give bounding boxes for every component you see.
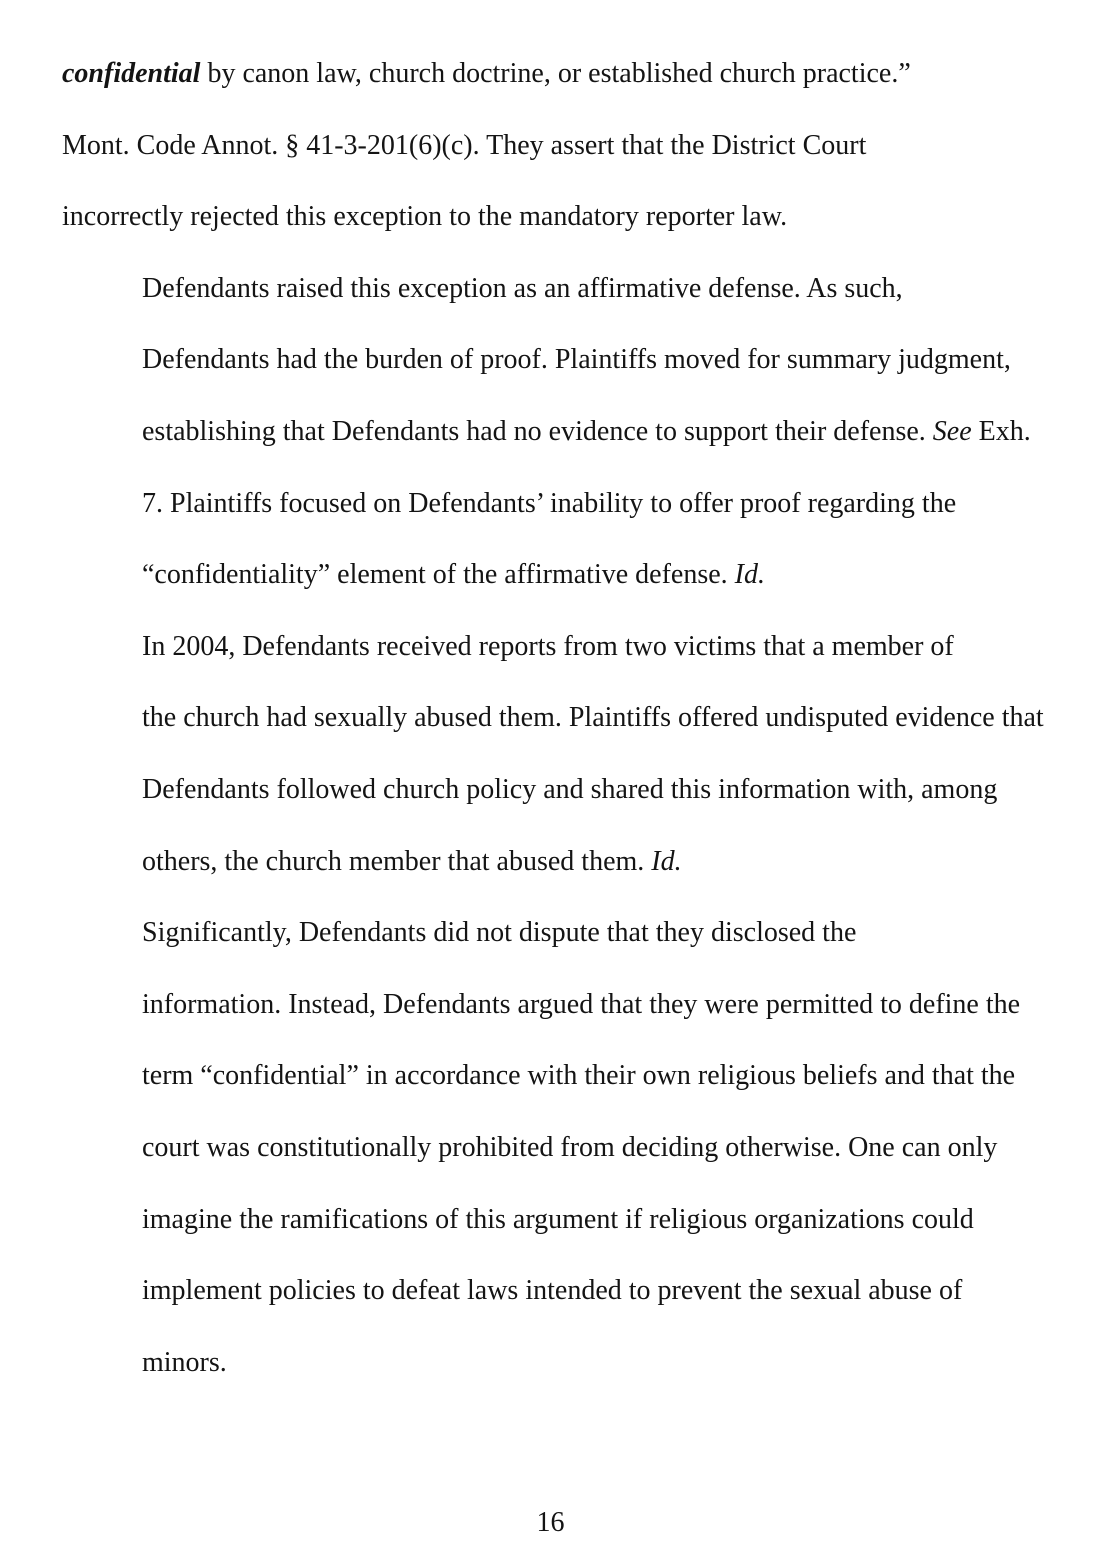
citation-signal: See xyxy=(932,415,972,447)
text-line xyxy=(62,897,1072,969)
text-line xyxy=(62,826,1072,898)
text-line xyxy=(62,682,1072,754)
text-segment: establishing that Defendants had no evidence to support their defense. xyxy=(142,415,933,447)
text-line xyxy=(62,754,1072,826)
paragraph-3 xyxy=(62,611,1072,897)
text-line xyxy=(62,324,1072,396)
text-segment: others, the church member that abused them. xyxy=(142,845,652,877)
text-line xyxy=(62,253,1072,325)
text-line xyxy=(62,396,1072,468)
text-line xyxy=(62,611,1072,683)
text-segment: by canon law, church doctrine, or established church practice.” xyxy=(200,58,911,89)
text-segment: imagine the ramifications of this argument if religious organizations could xyxy=(142,1203,974,1235)
text-line xyxy=(62,1255,1072,1327)
text-segment: implement policies to defeat laws intended to prevent the sexual abuse of xyxy=(142,1275,963,1307)
paragraph-2 xyxy=(62,253,1072,611)
text-segment: the church had sexually abused them. Plaintiffs offered undisputed evidence that xyxy=(142,702,1044,734)
paragraph-4 xyxy=(62,897,1072,1398)
document-body xyxy=(62,38,1072,1398)
text-segment: Defendants raised this exception as an affirmative defense. As such, xyxy=(142,272,903,304)
text-segment: information. Instead, Defendants argued that they were permitted to define the xyxy=(142,988,1021,1020)
text-line xyxy=(62,1184,1072,1256)
text-line xyxy=(62,38,1072,110)
text-line xyxy=(62,110,1072,182)
text-line xyxy=(62,468,1072,540)
text-segment: court was constitutionally prohibited from deciding otherwise. One can only xyxy=(142,1131,998,1163)
text-segment: “confidentiality” element of the affirmative defense. xyxy=(142,559,735,591)
text-line xyxy=(62,1040,1072,1112)
paragraph-1 xyxy=(62,38,1072,253)
text-segment: Defendants followed church policy and shared this information with, among xyxy=(142,773,998,805)
text-segment: incorrectly rejected this exception to the mandatory reporter law. xyxy=(62,201,788,233)
text-line xyxy=(62,539,1072,611)
text-segment: In 2004, Defendants received reports from two victims that a member of xyxy=(142,630,954,662)
text-line xyxy=(62,969,1072,1041)
text-segment: Significantly, Defendants did not dispute that they disclosed the xyxy=(142,917,857,949)
text-line xyxy=(62,1112,1072,1184)
citation-signal: Id. xyxy=(651,845,682,877)
emphasized-term: confidential xyxy=(62,58,201,89)
text-segment: 7. Plaintiffs focused on Defendants’ inability to offer proof regarding the xyxy=(142,487,957,519)
text-line xyxy=(62,181,1072,253)
text-segment: Mont. Code Annot. § 41-3-201(6)(c). They assert that the District Court xyxy=(62,129,867,161)
text-segment: Exh. xyxy=(971,415,1031,447)
text-segment: minors. xyxy=(142,1346,227,1378)
text-segment: Defendants had the burden of proof. Plaintiffs moved for summary judgment, xyxy=(142,344,1011,376)
page-number: 16 xyxy=(536,1507,565,1538)
text-line xyxy=(62,1327,1072,1399)
citation-signal: Id. xyxy=(734,559,765,591)
text-segment: term “confidential” in accordance with their own religious beliefs and that the xyxy=(142,1060,1016,1092)
